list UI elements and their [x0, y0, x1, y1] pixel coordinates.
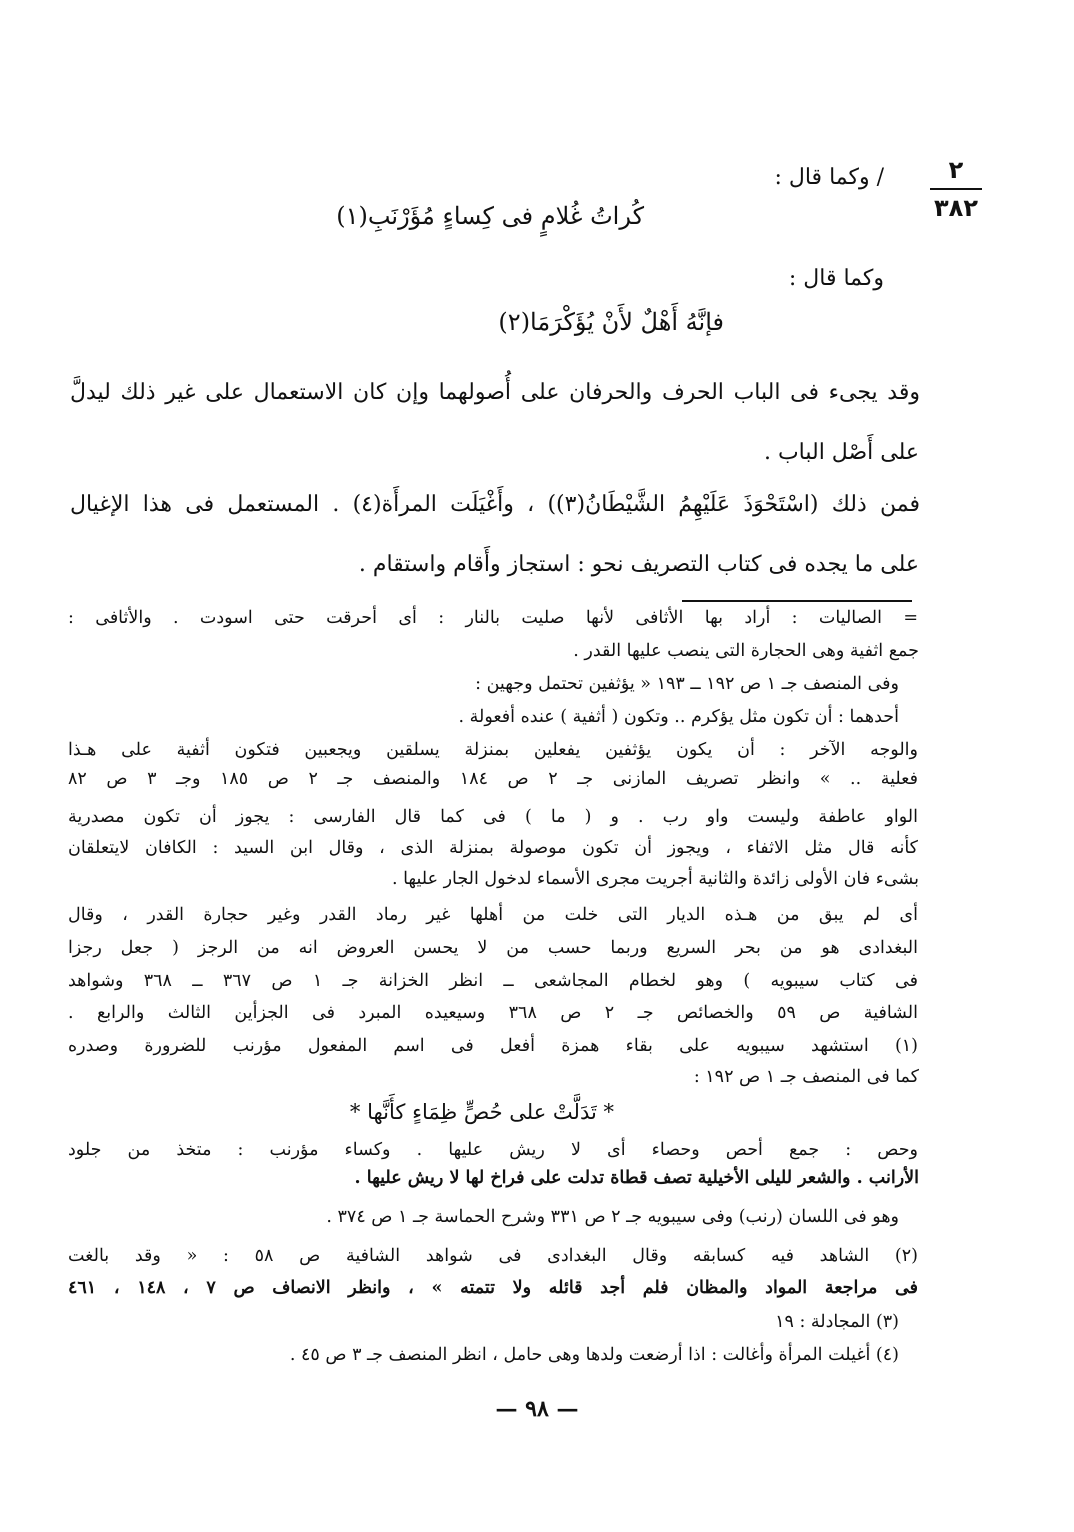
- footnote-line: كما فى المنصف جـ ١ ص ١٩٢ :: [693, 1067, 919, 1087]
- footnote-line: البغدادى هو من بحر السريع وربما حسب من لا يحسن العروض انه من الرجز ( جعل رجزا: [68, 938, 918, 958]
- footnote-separator: [682, 600, 912, 602]
- body-line-1: وقد يجىء فى الباب الحرف والحرفان على أُصولهما وإن كان الاستعمال على غير ذلك ليدلَّ: [70, 380, 920, 405]
- footnote-line: (٢) الشاهد فيه كسابقه وقال البغدادى فى شواهد الشافية ص ٥٨ : « وقد بالغت: [68, 1246, 918, 1266]
- footnote-line: فعلية .. » وانظر تصريف المازنى جـ ٢ ص ١٨٤ والمنصف جـ ٢ ص ١٨٥ وجـ ٣ ص ٨٢: [68, 769, 918, 789]
- verse-2: فإنَّهُ أَهْلٌ لأَنْ يُؤَكْرَمَا(٢): [498, 308, 724, 336]
- footnote-line: أى لم يبق من هـذه الديار التى خلت من أهلها غير رماد القدر وغير حجارة القدر ، وقال: [68, 905, 918, 925]
- footnote-line: = الصاليات : أراد بها الأثافى لأنها صليت بالنار : أى أحرقت حتى اسودت . والأثافى :: [68, 608, 918, 628]
- footnote-line: جمع اثفية وهى الحجارة التى ينصب عليها القدر .: [573, 641, 919, 661]
- footnote-line: الواو عاطفة وليست واو رب . و ( ما ) فى كما قال الفارسى : يجوز أن تكون مصدرية: [68, 807, 918, 827]
- footnote-line: فى مراجعة المواد والمظان فلم أجد قائله ولا تتمته » ، وانظر الانصاف ص ٧ ، ١٤٨ ، ٤٦١: [68, 1278, 918, 1298]
- footnote-line: الأرانب . والشعر لليلى الأخيلية تصف قطاة تدلت على فراخ لها لا ريش عليها .: [354, 1168, 919, 1188]
- footnote-verse: * تَدَلَّتْ على حُصٍّ ظِمَاءٍ كأَنَّها *: [349, 1100, 614, 1124]
- footnote-line: (٤) أغيلت المرأة وأغالت : اذا أرضعت ولدها وهى حامل ، انظر المنصف جـ ٣ ص ٤٥ .: [289, 1345, 899, 1365]
- margin-number-top: ٢: [948, 156, 964, 184]
- margin-number-bottom: ٣٨٢: [934, 194, 978, 222]
- page-number: — ٩٨ —: [495, 1396, 579, 1422]
- footnote-line: وفى المنصف جـ ١ ص ١٩٢ ــ ١٩٣ « يؤثفين تحتمل وجهين :: [475, 674, 899, 694]
- footnote-line: بشىء فان الأولى زائدة والثانية أجريت مجرى الأسماء لدخول الجار عليها .: [391, 869, 919, 889]
- footnote-line: والوجه الآخر : أن يكون يؤثفين يفعلين بمنزلة يسلقين ويجعبين فتكون أثفية على هـذا: [68, 740, 918, 760]
- footnote-line: فى كتاب سيبويه ) وهو لخطام المجاشعى ــ انظر الخزانة جـ ١ ص ٣٦٧ ــ ٣٦٨ وشواهد: [68, 971, 918, 991]
- footnote-line: أحدهما : أن تكون مثل يؤكرم .. وتكون ( أثفية ) عنده أفعولة .: [458, 707, 899, 727]
- margin-page-reference: [926, 155, 986, 223]
- footnote-line: الشافية ص ٥٩ والخصائص جـ ٢ ص ٣٦٨ وسيعيده المبرد فى الجزأين الثالث والرابع .: [68, 1003, 918, 1023]
- intro-line-1: / وكما قال :: [774, 165, 884, 190]
- footnote-line: كأنه قال مثل الاثفاء ، ويجوز أن تكون موصولة بمنزلة الذى ، وقال ابن السيد : الكافان لايتعلقان: [68, 838, 918, 858]
- body-line-3: فمن ذلك (اسْتَحْوَذَ عَلَيْهِمُ الشَّيْطَانُ(٣)) ، وأَغْيَلَت المرأَة(٤) . المستعمل فى هذا الإغيال: [70, 492, 920, 517]
- body-line-4: على ما يجده فى كتاب التصريف نحو : استجاز وأَقام واستقام .: [358, 552, 919, 577]
- margin-rule: [930, 188, 982, 190]
- footnote-line: وهو فى اللسان (رنب) وفى سيبويه جـ ٢ ص ٣٣١ وشرح الحماسة جـ ١ ص ٣٧٤ .: [326, 1207, 899, 1227]
- footnote-line: (١) استشهد سيبويه على بقاء همزة أفعل فى اسم المفعول مؤرنب للضرورة وصدره: [68, 1036, 918, 1056]
- footnote-line: وحص : جمع أحص وحصاء أى لا ريش عليها . وكساء مؤرنب : متخذ من جلود: [68, 1140, 918, 1160]
- intro-line-2: وكما قال :: [788, 266, 884, 291]
- body-line-2: على أَصْل الباب .: [763, 440, 919, 465]
- verse-1: كُراتُ غُلامٍ فى كِساءٍ مُؤَرْنَبِ(١): [336, 202, 644, 230]
- footnote-line: (٣) المجادلة : ١٩: [775, 1312, 899, 1332]
